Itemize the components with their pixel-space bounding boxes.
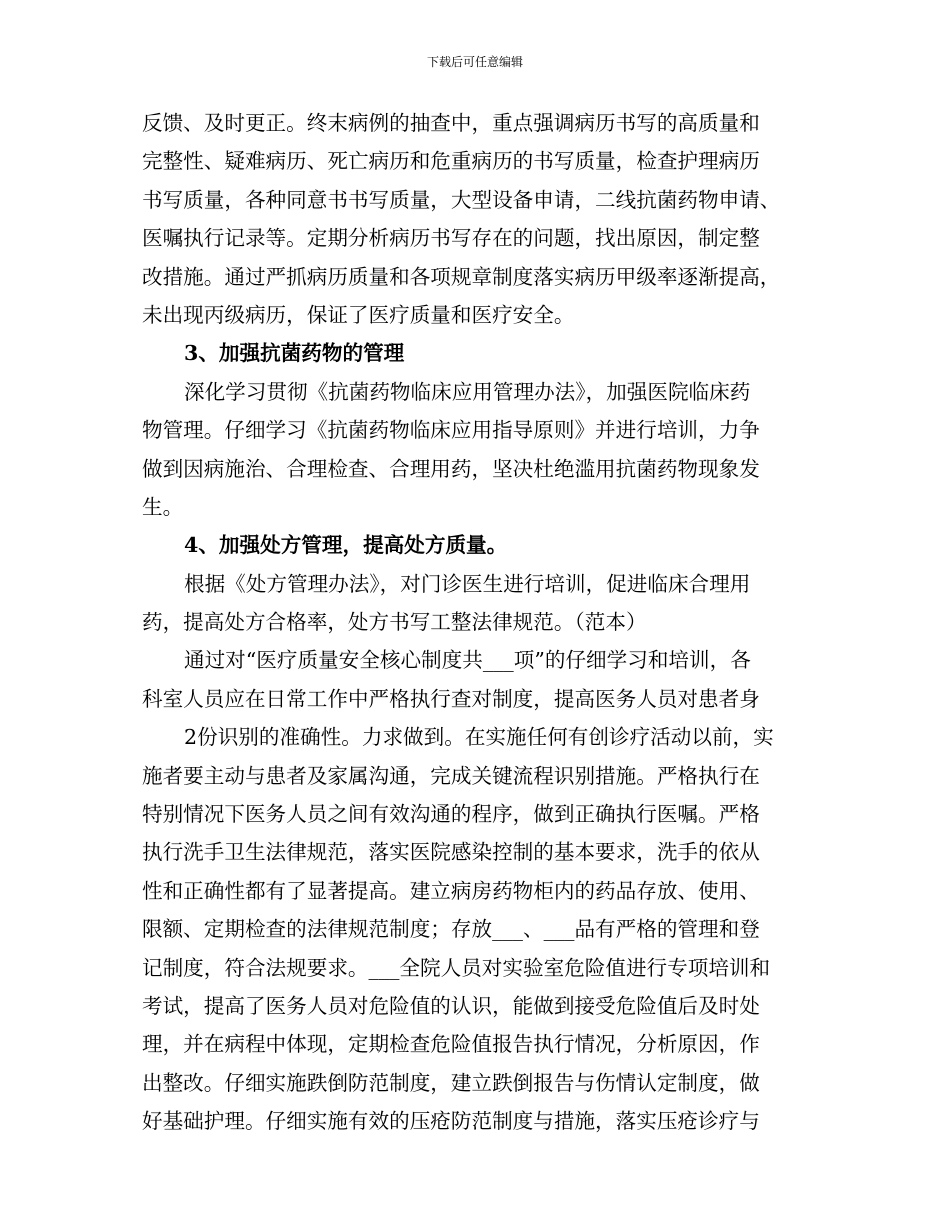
text-line: 限额、定期检查的法律规范制度；存放___、___品有严格的管理和登 (142, 917, 760, 942)
text-line: 2份识别的准确性。力求做到。在实施任何有创诊疗活动以前，实 (184, 725, 774, 750)
text-line: 药，提高处方合格率，处方书写工整法律规范。（范本） (142, 610, 647, 635)
text-line: 未出现丙级病历，保证了医疗质量和医疗安全。 (142, 302, 575, 327)
document-body (142, 104, 822, 1141)
text-line: 书写质量，各种同意书书写质量，大型设备申请，二线抗菌药物申请、 (142, 187, 781, 212)
text-line: 性和正确性都有了显著提高。建立病房药物柜内的药品存放、使用、 (142, 878, 760, 903)
text-line: 理，并在病程中体现，定期检查危险值报告执行情况，分析原因，作 (142, 1032, 760, 1057)
text-line: 物管理。仔细学习《抗菌药物临床应用指导原则》并进行培训，力争 (142, 418, 760, 443)
text-line: 施者要主动与患者及家属沟通，完成关键流程识别措施。严格执行在 (142, 763, 760, 788)
section-heading: 4、加强处方管理，提高处方质量。 (184, 533, 508, 558)
text-line: 深化学习贯彻《抗菌药物临床应用管理办法》，加强医院临床药 (184, 379, 751, 404)
text-line: 通过对“医疗质量安全核心制度共___项”的仔细学习和培训，各 (184, 648, 751, 673)
text-line: 改措施。通过严抓病历质量和各项规章制度落实病历甲级率逐渐提高， (142, 264, 781, 289)
text-line: 记制度，符合法规要求。___全院人员对实验室危险值进行专项培训和 (142, 955, 771, 980)
text-line: 做到因病施治、合理检查、合理用药，坚决杜绝滥用抗菌药物现象发 (142, 456, 760, 481)
text-line: 生。 (142, 494, 184, 519)
text-line: 好基础护理。仔细实施有效的压疮防范制度与措施，落实压疮诊疗与 (142, 1109, 760, 1134)
page-header: 下载后可任意编辑 (426, 55, 523, 69)
text-line: 特别情况下医务人员之间有效沟通的程序，做到正确执行医嘱。严格 (142, 802, 760, 827)
text-line: 完整性、疑难病历、死亡病历和危重病历的书写质量，检查护理病历 (142, 149, 760, 174)
text-line: 考试，提高了医务人员对危险值的认识，能做到接受危险值后及时处 (142, 993, 760, 1018)
text-line: 根据《处方管理办法》，对门诊医生进行培训，促进临床合理用 (184, 571, 751, 596)
text-line: 执行洗手卫生法律规范，落实医院感染控制的基本要求，洗手的依从 (142, 840, 760, 865)
section-heading: 3、加强抗菌药物的管理 (184, 341, 405, 366)
text-line: 科室人员应在日常工作中严格执行查对制度，提高医务人员对患者身 (142, 686, 760, 711)
text-line: 医嘱执行记录等。定期分析病历书写存在的问题，找出原因，制定整 (142, 226, 760, 251)
text-line: 反馈、及时更正。终末病例的抽查中，重点强调病历书写的高质量和 (142, 111, 760, 135)
text-line: 出整改。仔细实施跌倒防范制度，建立跌倒报告与伤情认定制度，做 (142, 1070, 760, 1095)
